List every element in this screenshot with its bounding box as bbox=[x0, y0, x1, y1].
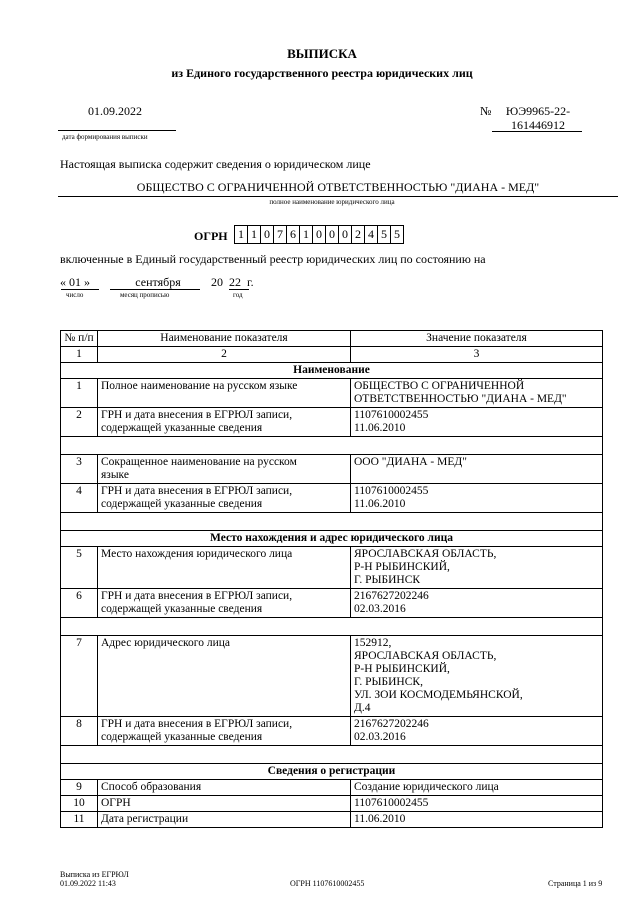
row-number: 11 bbox=[61, 812, 98, 828]
table-row bbox=[61, 780, 603, 796]
section-title: Наименование bbox=[61, 363, 603, 379]
blank-cell bbox=[61, 746, 603, 764]
row-value: 11.06.2010 bbox=[351, 812, 603, 828]
footer-page-number: Страница 1 из 9 bbox=[548, 879, 603, 888]
ogrn-digit-boxes bbox=[234, 225, 404, 244]
section-title: Сведения о регистрации bbox=[61, 764, 603, 780]
row-name: ГРН и дата внесения в ЕГРЮЛ записи, содержащей указанные сведения bbox=[98, 408, 351, 437]
intro-text: Настоящая выписка содержит сведения о юридическом лице bbox=[60, 157, 371, 171]
row-number: 6 bbox=[61, 589, 98, 618]
table-row bbox=[61, 455, 603, 484]
table-row bbox=[61, 636, 603, 717]
ogrn-digit: 0 bbox=[313, 226, 326, 243]
row-value: 1107610002455 11.06.2010 bbox=[351, 408, 603, 437]
divider bbox=[492, 131, 582, 132]
state-year bbox=[211, 275, 254, 290]
row-name: ГРН и дата внесения в ЕГРЮЛ записи, содержащей указанные сведения bbox=[98, 484, 351, 513]
table-row bbox=[61, 589, 603, 618]
caption-year: год bbox=[233, 291, 243, 299]
extract-table bbox=[60, 330, 603, 828]
row-value: 1107610002455 11.06.2010 bbox=[351, 484, 603, 513]
header-cell: Наименование показателя bbox=[98, 331, 351, 347]
ogrn-digit: 2 bbox=[352, 226, 365, 243]
row-value: 2167627202246 02.03.2016 bbox=[351, 717, 603, 746]
ogrn-label: ОГРН bbox=[194, 229, 228, 243]
extract-number bbox=[492, 104, 584, 132]
section-row bbox=[61, 531, 603, 547]
divider bbox=[58, 196, 618, 197]
row-number: 9 bbox=[61, 780, 98, 796]
divider bbox=[58, 130, 176, 131]
state-year-prefix: 20 bbox=[211, 275, 223, 289]
row-name: Адрес юридического лица bbox=[98, 636, 351, 717]
ogrn-digit: 0 bbox=[339, 226, 352, 243]
header-cell: № п/п bbox=[61, 331, 98, 347]
row-number: 7 bbox=[61, 636, 98, 717]
row-number: 8 bbox=[61, 717, 98, 746]
row-number: 1 bbox=[61, 379, 98, 408]
row-value: 152912, ЯРОСЛАВСКАЯ ОБЛАСТЬ, Р-Н РЫБИНСКИЙ, Г. РЫБИНСК, УЛ. ЗОИ КОСМОДЕМЬЯНСКОЙ, Д.4 bbox=[351, 636, 603, 717]
issue-date-caption: дата формирования выписки bbox=[62, 133, 148, 141]
row-number: 5 bbox=[61, 547, 98, 589]
state-month: сентября bbox=[135, 275, 181, 289]
row-name: ОГРН bbox=[98, 796, 351, 812]
ogrn-digit: 6 bbox=[287, 226, 300, 243]
blank-row bbox=[61, 437, 603, 455]
section-row bbox=[61, 764, 603, 780]
col-number-cell: 2 bbox=[98, 347, 351, 363]
row-name: Место нахождения юридического лица bbox=[98, 547, 351, 589]
table-col-numbers-row bbox=[61, 347, 603, 363]
row-number: 3 bbox=[61, 455, 98, 484]
table-row bbox=[61, 717, 603, 746]
divider bbox=[61, 289, 99, 290]
row-name: Полное наименование на русском языке bbox=[98, 379, 351, 408]
section-title: Место нахождения и адрес юридического лица bbox=[61, 531, 603, 547]
divider bbox=[110, 289, 200, 290]
row-value: Создание юридического лица bbox=[351, 780, 603, 796]
row-value: 1107610002455 bbox=[351, 796, 603, 812]
row-name: ГРН и дата внесения в ЕГРЮЛ записи, содержащей указанные сведения bbox=[98, 589, 351, 618]
number-label: № bbox=[480, 104, 492, 118]
ogrn-digit: 0 bbox=[261, 226, 274, 243]
ogrn-digit: 5 bbox=[394, 227, 400, 241]
row-value: ЯРОСЛАВСКАЯ ОБЛАСТЬ, Р-Н РЫБИНСКИЙ, Г. РЫБИНСК bbox=[351, 547, 603, 589]
caption-month: месяц прописью bbox=[120, 291, 170, 299]
table-header-row bbox=[61, 331, 603, 347]
row-number: 2 bbox=[61, 408, 98, 437]
ogrn-digit: 1 bbox=[300, 226, 313, 243]
document-subtitle: из Единого государственного реестра юридических лиц bbox=[171, 66, 473, 80]
section-row bbox=[61, 363, 603, 379]
included-text: включенные в Единый государственный реестр юридических лиц по состоянию на bbox=[60, 252, 486, 266]
caption-day: число bbox=[66, 291, 84, 299]
table-row bbox=[61, 812, 603, 828]
organization-name: ОБЩЕСТВО С ОГРАНИЧЕННОЙ ОТВЕТСТВЕННОСТЬЮ "ДИАНА - МЕД" bbox=[136, 180, 540, 194]
col-number-cell: 1 bbox=[61, 347, 98, 363]
state-year-suffix: г. bbox=[247, 275, 254, 289]
ogrn-digit: 1 bbox=[235, 226, 248, 243]
blank-row bbox=[61, 746, 603, 764]
extract-number-line1: ЮЭ9965-22- bbox=[505, 104, 571, 118]
document-title: ВЫПИСКА bbox=[287, 46, 357, 61]
issue-date: 01.09.2022 bbox=[88, 104, 142, 118]
ogrn-digit: 7 bbox=[274, 226, 287, 243]
blank-row bbox=[61, 618, 603, 636]
row-value: 2167627202246 02.03.2016 bbox=[351, 589, 603, 618]
col-number-cell: 3 bbox=[351, 347, 603, 363]
row-name: Сокращенное наименование на русском языке bbox=[98, 455, 351, 484]
row-value: ОБЩЕСТВО С ОГРАНИЧЕННОЙ ОТВЕТСТВЕННОСТЬЮ "ДИАНА - МЕД" bbox=[351, 379, 603, 408]
footer-left-line1: Выписка из ЕГРЮЛ bbox=[60, 870, 129, 879]
extract-number-line2: 161446912 bbox=[511, 118, 565, 132]
state-day: « 01 » bbox=[60, 275, 90, 289]
ogrn-digit: 5 bbox=[378, 226, 391, 243]
footer-left bbox=[60, 870, 129, 888]
row-number: 10 bbox=[61, 796, 98, 812]
table-row bbox=[61, 796, 603, 812]
row-value: ООО "ДИАНА - МЕД" bbox=[351, 455, 603, 484]
footer-left-line2: 01.09.2022 11:43 bbox=[60, 879, 116, 888]
table-row bbox=[61, 408, 603, 437]
divider bbox=[229, 289, 249, 290]
organization-name-caption: полное наименование юридического лица bbox=[269, 198, 395, 206]
row-name: Дата регистрации bbox=[98, 812, 351, 828]
table-row bbox=[61, 484, 603, 513]
row-number: 4 bbox=[61, 484, 98, 513]
row-name: ГРН и дата внесения в ЕГРЮЛ записи, содержащей указанные сведения bbox=[98, 717, 351, 746]
table-row bbox=[61, 547, 603, 589]
row-name: Способ образования bbox=[98, 780, 351, 796]
ogrn-digit: 0 bbox=[326, 226, 339, 243]
blank-cell bbox=[61, 437, 603, 455]
blank-cell bbox=[61, 513, 603, 531]
blank-row bbox=[61, 513, 603, 531]
blank-cell bbox=[61, 618, 603, 636]
ogrn-digit: 4 bbox=[365, 226, 378, 243]
header-cell: Значение показателя bbox=[351, 331, 603, 347]
state-year-value: 22 bbox=[229, 275, 241, 289]
footer-center: ОГРН 1107610002455 bbox=[290, 879, 365, 888]
ogrn-digit: 1 bbox=[248, 226, 261, 243]
table-row bbox=[61, 379, 603, 408]
